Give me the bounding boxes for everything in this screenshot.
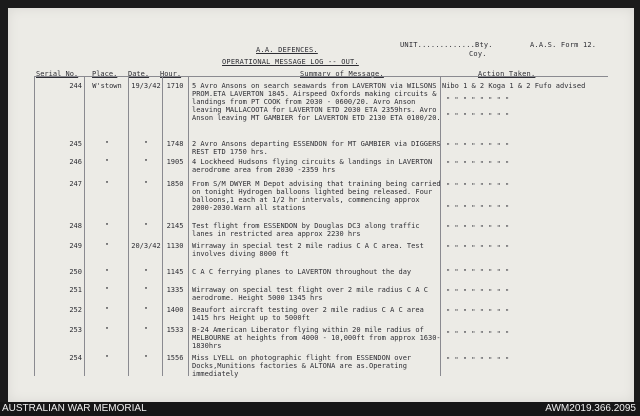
serial-cell: 250: [69, 268, 82, 276]
place-cell: ": [104, 326, 110, 334]
serial-cell: 252: [69, 306, 82, 314]
ditto-marks: " " " " " " " ": [446, 96, 510, 104]
coy-label: Coy.: [469, 50, 487, 58]
hour-cell: 1556: [166, 354, 184, 362]
col-date: Date.: [128, 70, 150, 78]
place-cell: ": [104, 158, 110, 166]
summary-cell: Beaufort aircraft testing over 2 mile radius C A C area 1415 hrs Height up to 5000ft: [192, 306, 424, 322]
footer-bar: [0, 402, 640, 416]
ditto-marks: " " " " " " " ": [446, 330, 510, 338]
summary-cell: 2 Avro Ansons departing ESSENDON for MT GAMBIER via DIGGERS REST ETD 1750 hrs.: [192, 140, 441, 156]
summary-cell: 5 Avro Ansons on search seawards from LAVERTON via WILSONS PROM.ETA LAVERTON 1845. Airspeed Oxfords making circuits & landings from PT COOK from 2030 - 0600/20. Avro Anson leaving MALLACOOTA for LAVERTON ETD 2030 ETA 2359hrs. Avro Anson leaving MT GAMBIER for LAVERTON ETD 2130 ETA 0100/20.: [192, 82, 441, 122]
log-title: OPERATIONAL MESSAGE LOG -- OUT.: [222, 58, 359, 66]
serial-cell: 249: [69, 242, 82, 250]
summary-cell: From S/M DWYER M Depot advising that training being carried on tonight Hydrogen balloons lighted being released. Four balloons,1 each at 1/2 hr intervals, commencing approx 2000-2030.Warn all stations: [192, 180, 441, 212]
summary-cell: 4 Lockheed Hudsons flying circuits & landings in LAVERTON aerodrome area from 2030 -2359 hrs: [192, 158, 433, 174]
date-cell: 19/3/42: [131, 82, 161, 90]
serial-cell: 254: [69, 354, 82, 362]
summary-cell: Test flight from ESSENDON by Douglas DC3 along traffic lanes in restricted area approx 2230 hrs: [192, 222, 420, 238]
hour-cell: 1905: [166, 158, 184, 166]
col-serial: Serial No.: [36, 70, 79, 78]
date-cell: ": [143, 326, 149, 334]
hour-cell: 1335: [166, 286, 184, 294]
hour-cell: 1850: [166, 180, 184, 188]
hour-cell: 1145: [166, 268, 184, 276]
summary-cell: Miss LYELL on photographic flight from ESSENDON over Docks,Munitions factories & ALTONA are as.Operating immediately: [192, 354, 412, 378]
place-cell: ": [104, 222, 110, 230]
ditto-marks: " " " " " " " ": [446, 308, 510, 316]
action-cell: Nibo 1 & 2 Koga 1 & 2 Fufo advised: [442, 82, 586, 90]
summary-cell: Wirraway on special test flight over 2 mile radius C A C aerodrome. Height 5000 1345 hrs: [192, 286, 429, 302]
unit-label: UNIT.............Bty.: [400, 41, 493, 49]
date-cell: ": [143, 180, 149, 188]
hour-cell: 1400: [166, 306, 184, 314]
action-title: Action Taken.: [478, 70, 536, 78]
ditto-marks: " " " " " " " ": [446, 268, 510, 276]
summary-cell: Wirraway in special test 2 mile radius C A C area. Test involves diving 8000 ft: [192, 242, 424, 258]
document-page: [8, 8, 634, 402]
date-cell: ": [143, 140, 149, 148]
ditto-marks: " " " " " " " ": [446, 288, 510, 296]
ditto-marks: " " " " " " " ": [446, 244, 510, 252]
place-cell: ": [104, 286, 110, 294]
date-cell: 20/3/42: [131, 242, 161, 250]
summary-cell: B-24 American Liberator flying within 20 mile radius of MELBOURNE at heights from 4000 - 10,000ft from approx 1630-1830hrs: [192, 326, 441, 350]
place-cell: W'stown: [92, 82, 122, 90]
date-cell: ": [143, 268, 149, 276]
date-cell: ": [143, 354, 149, 362]
hour-cell: 1710: [166, 82, 184, 90]
place-cell: ": [104, 268, 110, 276]
ditto-marks: " " " " " " " ": [446, 224, 510, 232]
ditto-marks: " " " " " " " ": [446, 142, 510, 150]
reference-number: AWM2019.366.2095: [545, 403, 636, 414]
place-cell: ": [104, 180, 110, 188]
ditto-marks: " " " " " " " ": [446, 204, 510, 212]
ditto-marks: " " " " " " " ": [446, 356, 510, 364]
serial-cell: 251: [69, 286, 82, 294]
serial-cell: 246: [69, 158, 82, 166]
place-cell: ": [104, 306, 110, 314]
date-cell: ": [143, 222, 149, 230]
serial-cell: 245: [69, 140, 82, 148]
date-cell: ": [143, 306, 149, 314]
ditto-marks: " " " " " " " ": [446, 112, 510, 120]
place-cell: ": [104, 354, 110, 362]
serial-cell: 248: [69, 222, 82, 230]
table-row: [34, 82, 608, 132]
place-cell: ": [104, 242, 110, 250]
form-label: A.A.S. Form 12.: [530, 41, 597, 49]
summary-title: Summary of Message.: [300, 70, 384, 78]
serial-cell: 247: [69, 180, 82, 188]
hour-cell: 1130: [166, 242, 184, 250]
col-place: Place.: [92, 70, 118, 78]
hour-cell: 1748: [166, 140, 184, 148]
serial-cell: 244: [69, 82, 82, 90]
date-cell: ": [143, 158, 149, 166]
defences-title: A.A. DEFENCES.: [256, 46, 318, 54]
ditto-marks: " " " " " " " ": [446, 182, 510, 190]
source-credit: AUSTRALIAN WAR MEMORIAL: [2, 403, 147, 414]
summary-cell: C A C ferrying planes to LAVERTON throughout the day: [192, 268, 412, 276]
hour-cell: 1533: [166, 326, 184, 334]
serial-cell: 253: [69, 326, 82, 334]
message-log-table: [34, 76, 608, 376]
place-cell: ": [104, 140, 110, 148]
hour-cell: 2145: [166, 222, 184, 230]
col-hour: Hour.: [160, 70, 182, 78]
table-top-rule: [34, 76, 608, 77]
date-cell: ": [143, 286, 149, 294]
ditto-marks: " " " " " " " ": [446, 160, 510, 168]
